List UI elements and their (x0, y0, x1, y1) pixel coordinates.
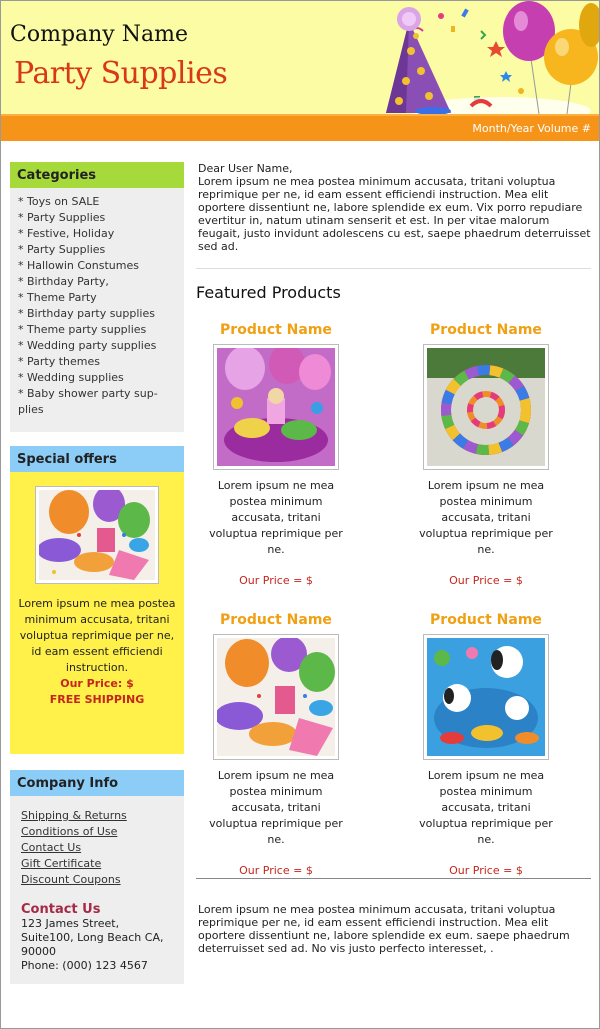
site-tagline: Party Supplies (14, 56, 228, 91)
special-offer-description: Lorem ipsum ne mea postea minimum accusata, tritani voluptua reprimique per ne, id eam essent efficiendi instruction. (18, 597, 176, 674)
product-description: Lorem ipsum ne mea postea minimum accusata, tritani voluptua reprimique per ne. (209, 479, 343, 556)
category-item[interactable]: * Hallowin Constumes (18, 259, 139, 272)
company-info-box (10, 770, 184, 984)
product-card (189, 612, 363, 877)
special-offer-image[interactable] (35, 486, 159, 584)
company-name: Company Name (10, 22, 188, 47)
shipping-returns-link[interactable]: Shipping & Returns (21, 809, 127, 822)
product-price: Our Price = $ (239, 574, 313, 587)
issue-bar (1, 114, 599, 141)
product-image[interactable] (423, 344, 549, 470)
product-card (399, 612, 573, 877)
gift-certificate-link[interactable]: Gift Certificate (21, 857, 102, 870)
category-item[interactable]: * Birthday party supplies (18, 307, 155, 320)
header-banner (1, 1, 599, 114)
category-item[interactable]: * Birthday Party, (18, 275, 109, 288)
discount-coupons-link[interactable]: Discount Coupons (21, 873, 121, 886)
address-line: Suite100, Long Beach CA, (21, 931, 164, 944)
category-item-continued[interactable]: plies (18, 403, 44, 416)
intro-text (196, 162, 592, 253)
product-card (189, 322, 363, 587)
conditions-of-use-link[interactable]: Conditions of Use (21, 825, 118, 838)
flower-lei-image (427, 348, 545, 466)
greeting: Dear User Name, (198, 162, 293, 175)
product-description: Lorem ipsum ne mea postea minimum accusata, tritani voluptua reprimique per ne. (419, 769, 553, 846)
party-table-image (217, 638, 335, 756)
categories-title: Categories (10, 162, 184, 188)
special-offer-price: Our Price: $ (60, 677, 134, 690)
category-item[interactable]: * Party Supplies (18, 243, 106, 256)
special-offers-title: Special offers (10, 446, 184, 472)
contact-us-link[interactable]: Contact Us (21, 841, 82, 854)
party-hat-balloons-icon (371, 1, 599, 114)
product-description: Lorem ipsum ne mea postea minimum accusata, tritani voluptua reprimique per ne. (419, 479, 553, 556)
category-item[interactable]: * Festive, Holiday (18, 227, 115, 240)
product-image[interactable] (213, 634, 339, 760)
closing-paragraph: Lorem ipsum ne mea postea minimum accusata, tritani voluptua reprimique per ne, id eam essent efficiendi instruction. Mea elit oportere dissentiunt ne, labore splendide ex eum. saepe phaedrum deterruisset sed ad. No vis justo perfecto interesset, . (198, 903, 570, 955)
product-image[interactable] (213, 344, 339, 470)
featured-products-title: Featured Products (196, 283, 341, 302)
category-item[interactable]: * Toys on SALE (18, 195, 100, 208)
product-name[interactable]: Product Name (430, 322, 542, 338)
free-shipping-label: FREE SHIPPING (49, 693, 145, 706)
snoopy-party-image (427, 638, 545, 756)
product-image[interactable] (423, 634, 549, 760)
special-offers-box (10, 446, 184, 754)
categories-list (10, 188, 184, 432)
product-name[interactable]: Product Name (220, 322, 332, 338)
party-table-image (39, 490, 155, 580)
category-item[interactable]: * Party Supplies (18, 211, 106, 224)
product-price: Our Price = $ (449, 574, 523, 587)
product-description: Lorem ipsum ne mea postea minimum accusata, tritani voluptua reprimique per ne. (209, 769, 343, 846)
product-name[interactable]: Product Name (220, 612, 332, 628)
company-info-title: Company Info (10, 770, 184, 796)
contact-us-heading: Contact Us (21, 902, 101, 917)
category-item[interactable]: * Party themes (18, 355, 100, 368)
categories-box (10, 162, 184, 432)
company-info-body (10, 796, 184, 984)
divider-top (196, 268, 591, 269)
intro-paragraph: Lorem ipsum ne mea postea minimum accusata, tritani voluptua reprimique per ne, id eam essent efficiendi instruction. Mea elit oportere dissentiunt ne, labore splendide ex eum. Vix porro repudiare evertitur in, natum utinam senserit et est. In per vitae malorum feugait, justo invidunt adolescens cu est, saepe phaedrum deterruisset sed ad. (198, 175, 591, 253)
issue-label: Month/Year Volume # (472, 122, 591, 135)
address-line: 123 James Street, (21, 917, 120, 930)
phone-line: Phone: (000) 123 4567 (21, 959, 148, 972)
category-item[interactable]: * Theme party supplies (18, 323, 147, 336)
divider-bottom (196, 878, 591, 879)
product-card (399, 322, 573, 587)
product-price: Our Price = $ (239, 864, 313, 877)
product-name[interactable]: Product Name (430, 612, 542, 628)
category-item[interactable]: * Wedding supplies (18, 371, 124, 384)
special-offers-body (10, 472, 184, 754)
category-item[interactable]: * Wedding party supplies (18, 339, 157, 352)
address-line: 90000 (21, 945, 56, 958)
category-item[interactable]: * Theme Party (18, 291, 97, 304)
product-price: Our Price = $ (449, 864, 523, 877)
category-item[interactable]: * Baby shower party sup- (18, 387, 158, 400)
party-table-image (217, 348, 335, 466)
